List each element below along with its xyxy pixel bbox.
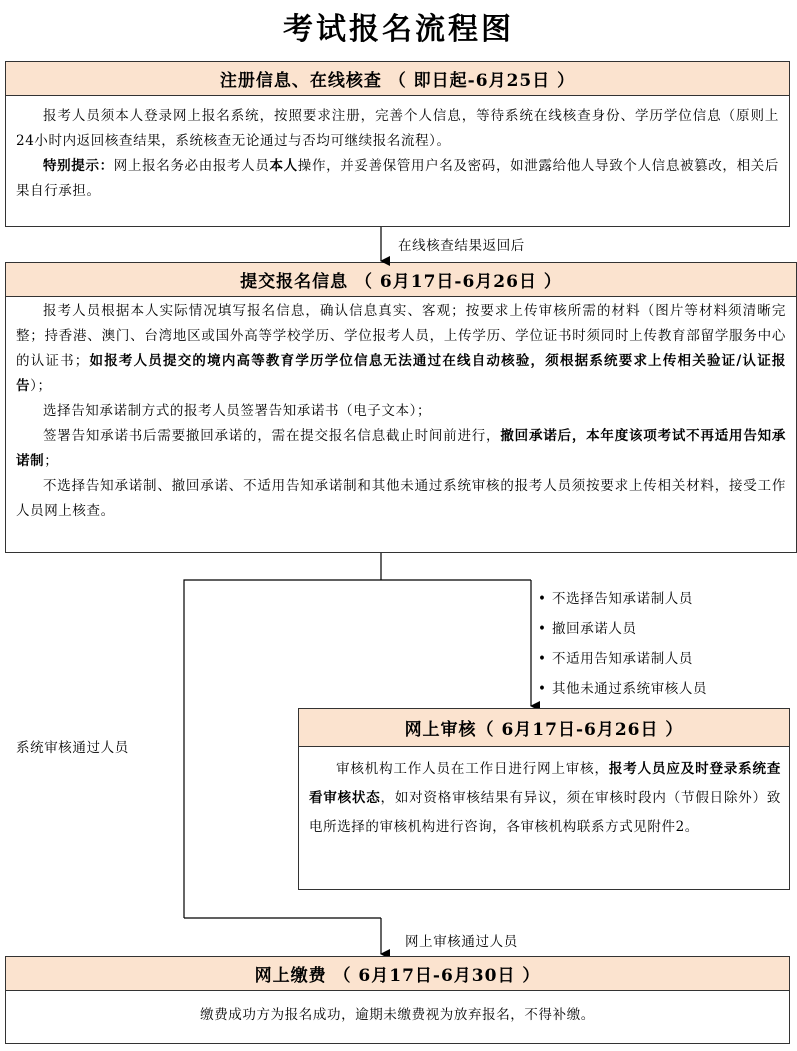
bullet-text: 撤回承诺人员 [552,621,637,637]
step-payment-text: 缴费成功方为报名成功，逾期未缴费视为放弃报名，不得补缴。 [200,1007,595,1023]
step-submit-para-1-bold: 如报考人员提交的境内高等教育学历学位信息无法通过在线自动核验，须根据系统要求上传相关验证/认证报告 [16,353,786,394]
bullet-text: 不适用告知承诺制人员 [552,651,693,667]
step-submit-para-4: 不选择告知承诺制、撤回承诺、不适用告知承诺制和其他未通过系统审核的报考人员须按要求上传相关材料，接受工作人员网上核查。 [16,478,786,519]
page-title: 考试报名流程图 [283,12,514,47]
step-register-header: 注册信息、在线核查 （ 即日起-6月25日 ） [6,62,789,96]
step-submit-para-1-a: 报考人员根据本人实际情况填写报名信息，确认信息真实、客观；按要求上传审核所需的材料（图片等材料须清晰完整；持香港、澳门、台湾地区或国外高等学校学历、学位报考人员，上传学历、学位证书时须同时上传教育部留学服务中心的认证书； [16,303,786,369]
bullet-dot: • [538,651,547,667]
bullet-item [538,584,707,614]
side-label-system-passed: 系统审核通过人员 [16,740,129,756]
special-tip-text-a: 网上报名务必由报考人员 [113,158,270,174]
step-submit-para-2: 选择告知承诺制方式的报考人员签署告知承诺书（电子文本）； [43,403,432,419]
arrow-label-review-passed: 网上审核通过人员 [405,934,518,950]
bullet-text: 不选择告知承诺制人员 [552,591,693,607]
step-payment-body [6,991,789,1028]
step-review-para-1-a: 审核机构工作人员在工作日进行网上审核， [336,761,609,777]
bullet-dot: • [538,591,547,607]
bullet-item [538,674,707,704]
review-required-groups [538,584,707,704]
bullet-item [538,644,707,674]
arrow-label-check-returned: 在线核查结果返回后 [398,238,525,254]
step-review-para-1-bold: 报考人员应及时登录系统查看审核状态 [309,761,781,806]
step-review-box [298,708,790,890]
step-submit-header: 提交报名信息 （ 6月17日-6月26日 ） [6,263,796,297]
bullet-text: 其他未通过系统审核人员 [552,681,708,697]
special-tip-text-b: 操作，并妥善保管用户名及密码，如泄露给他人导致个人信息被篡改，相关后果自行承担。 [16,158,779,199]
step-payment-header: 网上缴费 （ 6月17日-6月30日 ） [6,957,789,991]
step-submit-para-3-a: 签署告知承诺书后需要撤回承诺的，需在提交报名信息截止时间前进行， [43,428,501,444]
step-register-para-1: 报考人员须本人登录网上报名系统，按照要求注册，完善个人信息，等待系统在线核查身份、学历学位信息（原则上24小时内返回核查结果，系统核查无论通过与否均可继续报名流程）。 [16,108,779,149]
step-submit-para-3-bold: 撤回承诺后，本年度该项考试不再适用告知承诺制 [16,428,787,469]
step-review-para-1-b: ，如对资格审核结果有异议，须在审核时段内（节假日除外）致电所选择的审核机构进行咨询，各审核机构联系方式见附件2。 [309,790,781,835]
step-submit-para-1-b: ）； [30,378,52,394]
bullet-dot: • [538,681,547,697]
bullet-item [538,614,707,644]
step-submit-para-3-b: ； [44,453,59,469]
special-tip-self: 本人 [269,158,298,174]
step-review-body [299,747,789,842]
step-payment-box [5,956,790,1044]
bullet-dot: • [538,621,547,637]
step-review-header: 网上审核（ 6月17日-6月26日 ） [299,709,789,747]
step-review-para-1 [309,755,781,842]
special-tip-label: 特别提示： [43,158,114,174]
